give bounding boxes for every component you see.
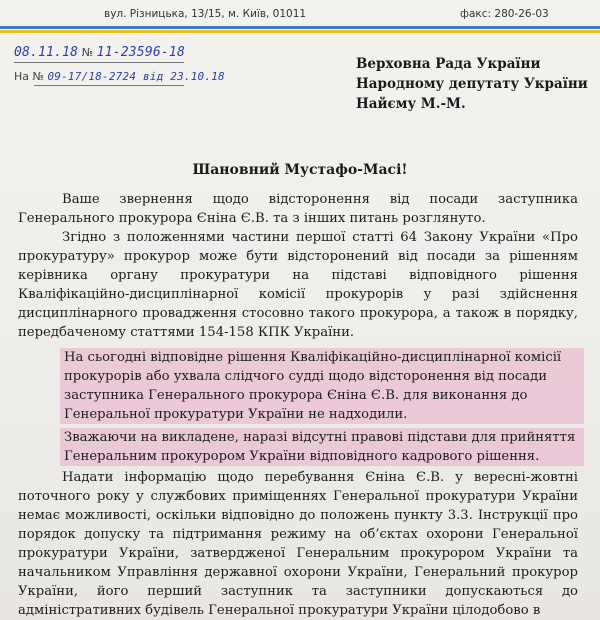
letterhead-address: вул. Різницька, 13/15, м. Київ, 01011 (104, 8, 307, 20)
paragraph-5: Надати інформацію щодо перебування Єніна Є.В. у вересні-жовтні поточного року у службових приміщеннях Генеральної прокуратури України немає можливості, оскільки відповідно до положень пункту 3.3. Інструкції про порядок допуску та підтримання режиму на об’єктах охорони Генеральної прокуратури України, затвердженої Генеральним прокурором України та начальником Управління державної охорони України, Генеральний прокурор України, його перший заступник та заступники допускаються до адміністративних будівель Генеральної прокуратури України цілодобово в (18, 470, 578, 618)
letterhead (0, 0, 600, 26)
recipient-line-2: Народному депутату України (356, 76, 588, 92)
outgoing-date: 08.11.18 (14, 45, 79, 60)
paragraph-4-highlighted: Зважаючи на викладене, наразі відсутні правові підстави для прийняття Генеральним прокурором України відповідного кадрового рішення. (60, 428, 584, 466)
incoming-prefix: На № (14, 70, 44, 83)
paragraph-2: Згідно з положеннями частини першої статті 64 Закону України «Про прокуратуру» прокурор може бути відсторонений від посади за рішенням керівника органу прокуратури на підставі відповідного рішення Кваліфікаційно-дисциплінарної комісії прокурорів у разі здійснення дисциплінарного провадження стосовно такого прокурора, а також в порядку, передбаченому статтями 154-158 КПК України. (18, 230, 578, 340)
incoming-number: 09-17/18-2724 від 23.10.18 (47, 70, 225, 83)
letterhead-yellow-rule (0, 30, 600, 33)
recipient-block (356, 54, 588, 114)
letterhead-blue-rule (0, 26, 600, 29)
recipient-line-3: Найєму М.-М. (356, 96, 466, 112)
outgoing-registration (14, 45, 185, 60)
incoming-registration (14, 70, 225, 83)
outgoing-underline (14, 62, 184, 63)
outgoing-number: 11-23596-18 (96, 45, 185, 60)
recipient-line-1: Верховна Рада України (356, 56, 541, 72)
incoming-underline (34, 85, 184, 86)
paragraph-3-highlighted: На сьогодні відповідне рішення Кваліфікаційно-дисциплінарної комісії прокурорів або ухвала слідчого судді щодо відсторонення від посади заступника Генерального прокурора Єніна Є.В. для виконання до Генеральної прокуратури України не надходили. (60, 348, 584, 424)
paragraph-1: Ваше звернення щодо відсторонення від посади заступника Генерального прокурора Єніна Є.В. та з інших питань розглянуто. (18, 192, 578, 226)
letterhead-fax: факс: 280-26-03 (460, 8, 549, 20)
salutation: Шановний Мустафо-Масі! (192, 162, 408, 178)
letter-body (18, 190, 578, 620)
number-prefix: № (81, 46, 94, 59)
